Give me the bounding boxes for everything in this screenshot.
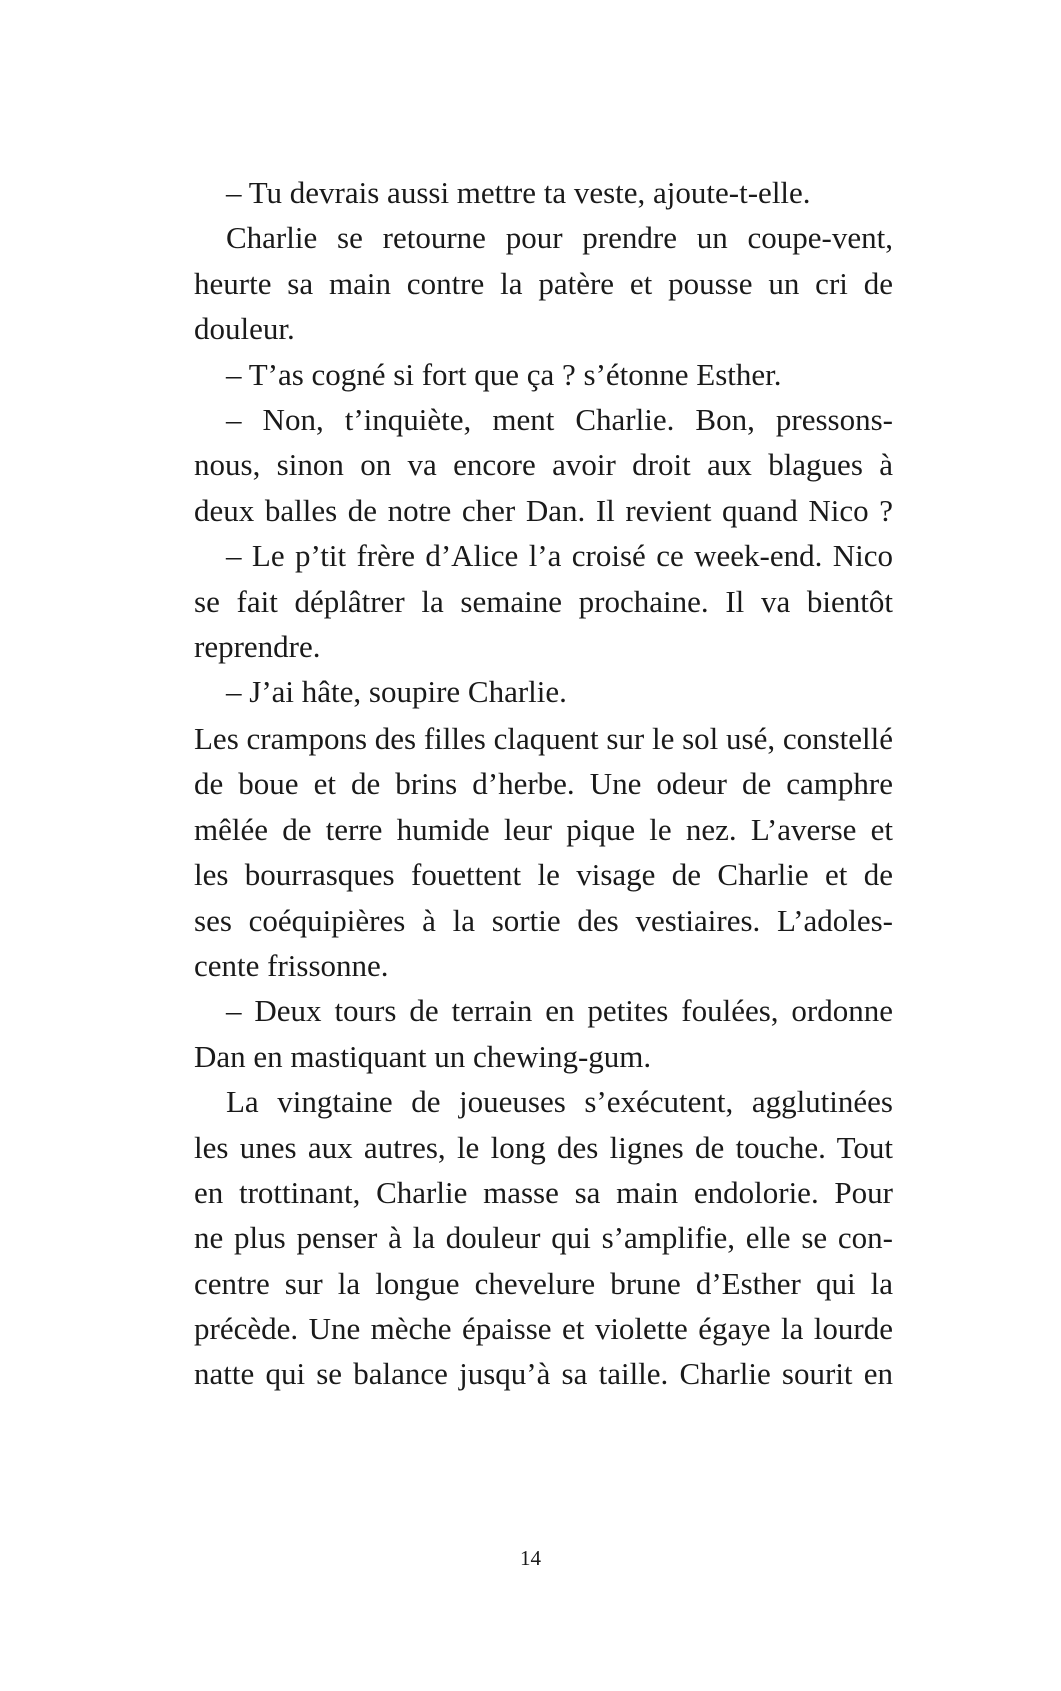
text-line: natte qui se balance jusqu’à sa taille. Charlie sourit en <box>194 1356 893 1392</box>
text-line: – J’ai hâte, soupire Charlie. <box>226 674 567 710</box>
narrative-section <box>194 716 893 1397</box>
text-line: cente frissonne. <box>194 947 389 983</box>
text-line: douleur. <box>194 311 295 347</box>
text-line: – T’as cogné si fort que ça ? s’étonne Esther. <box>226 356 782 392</box>
text-line: – Tu devrais aussi mettre ta veste, ajoute-t-elle. <box>226 175 811 210</box>
text-line: les bourrasques fouettent le visage de Charlie et de <box>194 857 893 893</box>
text-line: précède. Une mèche épaisse et violette égaye la lourde <box>194 1311 893 1347</box>
text-line: – Non, t’inquiète, ment Charlie. Bon, pressons- <box>226 401 893 437</box>
text-line: Les crampons des filles claquent sur le sol usé, constellé <box>194 721 893 756</box>
text-line: se fait déplâtrer la semaine prochaine. Il va bientôt <box>194 583 893 619</box>
text-line: La vingtaine de joueuses s’exécutent, agglutinées <box>226 1084 893 1120</box>
text-line: les unes aux autres, le long des lignes de touche. Tout <box>194 1129 893 1165</box>
text-line: – Deux tours de terrain en petites foulées, ordonne <box>226 993 893 1029</box>
text-line: ne plus penser à la douleur qui s’amplifie, elle se con- <box>194 1220 893 1256</box>
text-line: centre sur la longue chevelure brune d’Esther qui la <box>194 1265 893 1301</box>
text-line: deux balles de notre cher Dan. Il revient quand Nico ? <box>194 492 893 528</box>
dialogue-section <box>194 170 893 715</box>
text-line: mêlée de terre humide leur pique le nez. L’averse et <box>194 811 893 847</box>
page-number: 14 <box>520 1546 541 1570</box>
text-line: en trottinant, Charlie masse sa main endolorie. Pour <box>194 1174 893 1210</box>
text-line: reprendre. <box>194 628 321 664</box>
text-line: ses coéquipières à la sortie des vestiaires. L’adoles- <box>194 902 893 938</box>
text-line: – Le p’tit frère d’Alice l’a croisé ce week-end. Nico <box>226 538 893 574</box>
text-line: Dan en mastiquant un chewing-gum. <box>194 1038 652 1074</box>
text-line: heurte sa main contre la patère et pousse un cri de <box>194 265 893 301</box>
text-line: nous, sinon on va encore avoir droit aux blagues à <box>194 447 893 483</box>
text-line: Charlie se retourne pour prendre un coupe-vent, <box>226 220 893 256</box>
text-line: de boue et de brins d’herbe. Une odeur de camphre <box>194 766 893 802</box>
